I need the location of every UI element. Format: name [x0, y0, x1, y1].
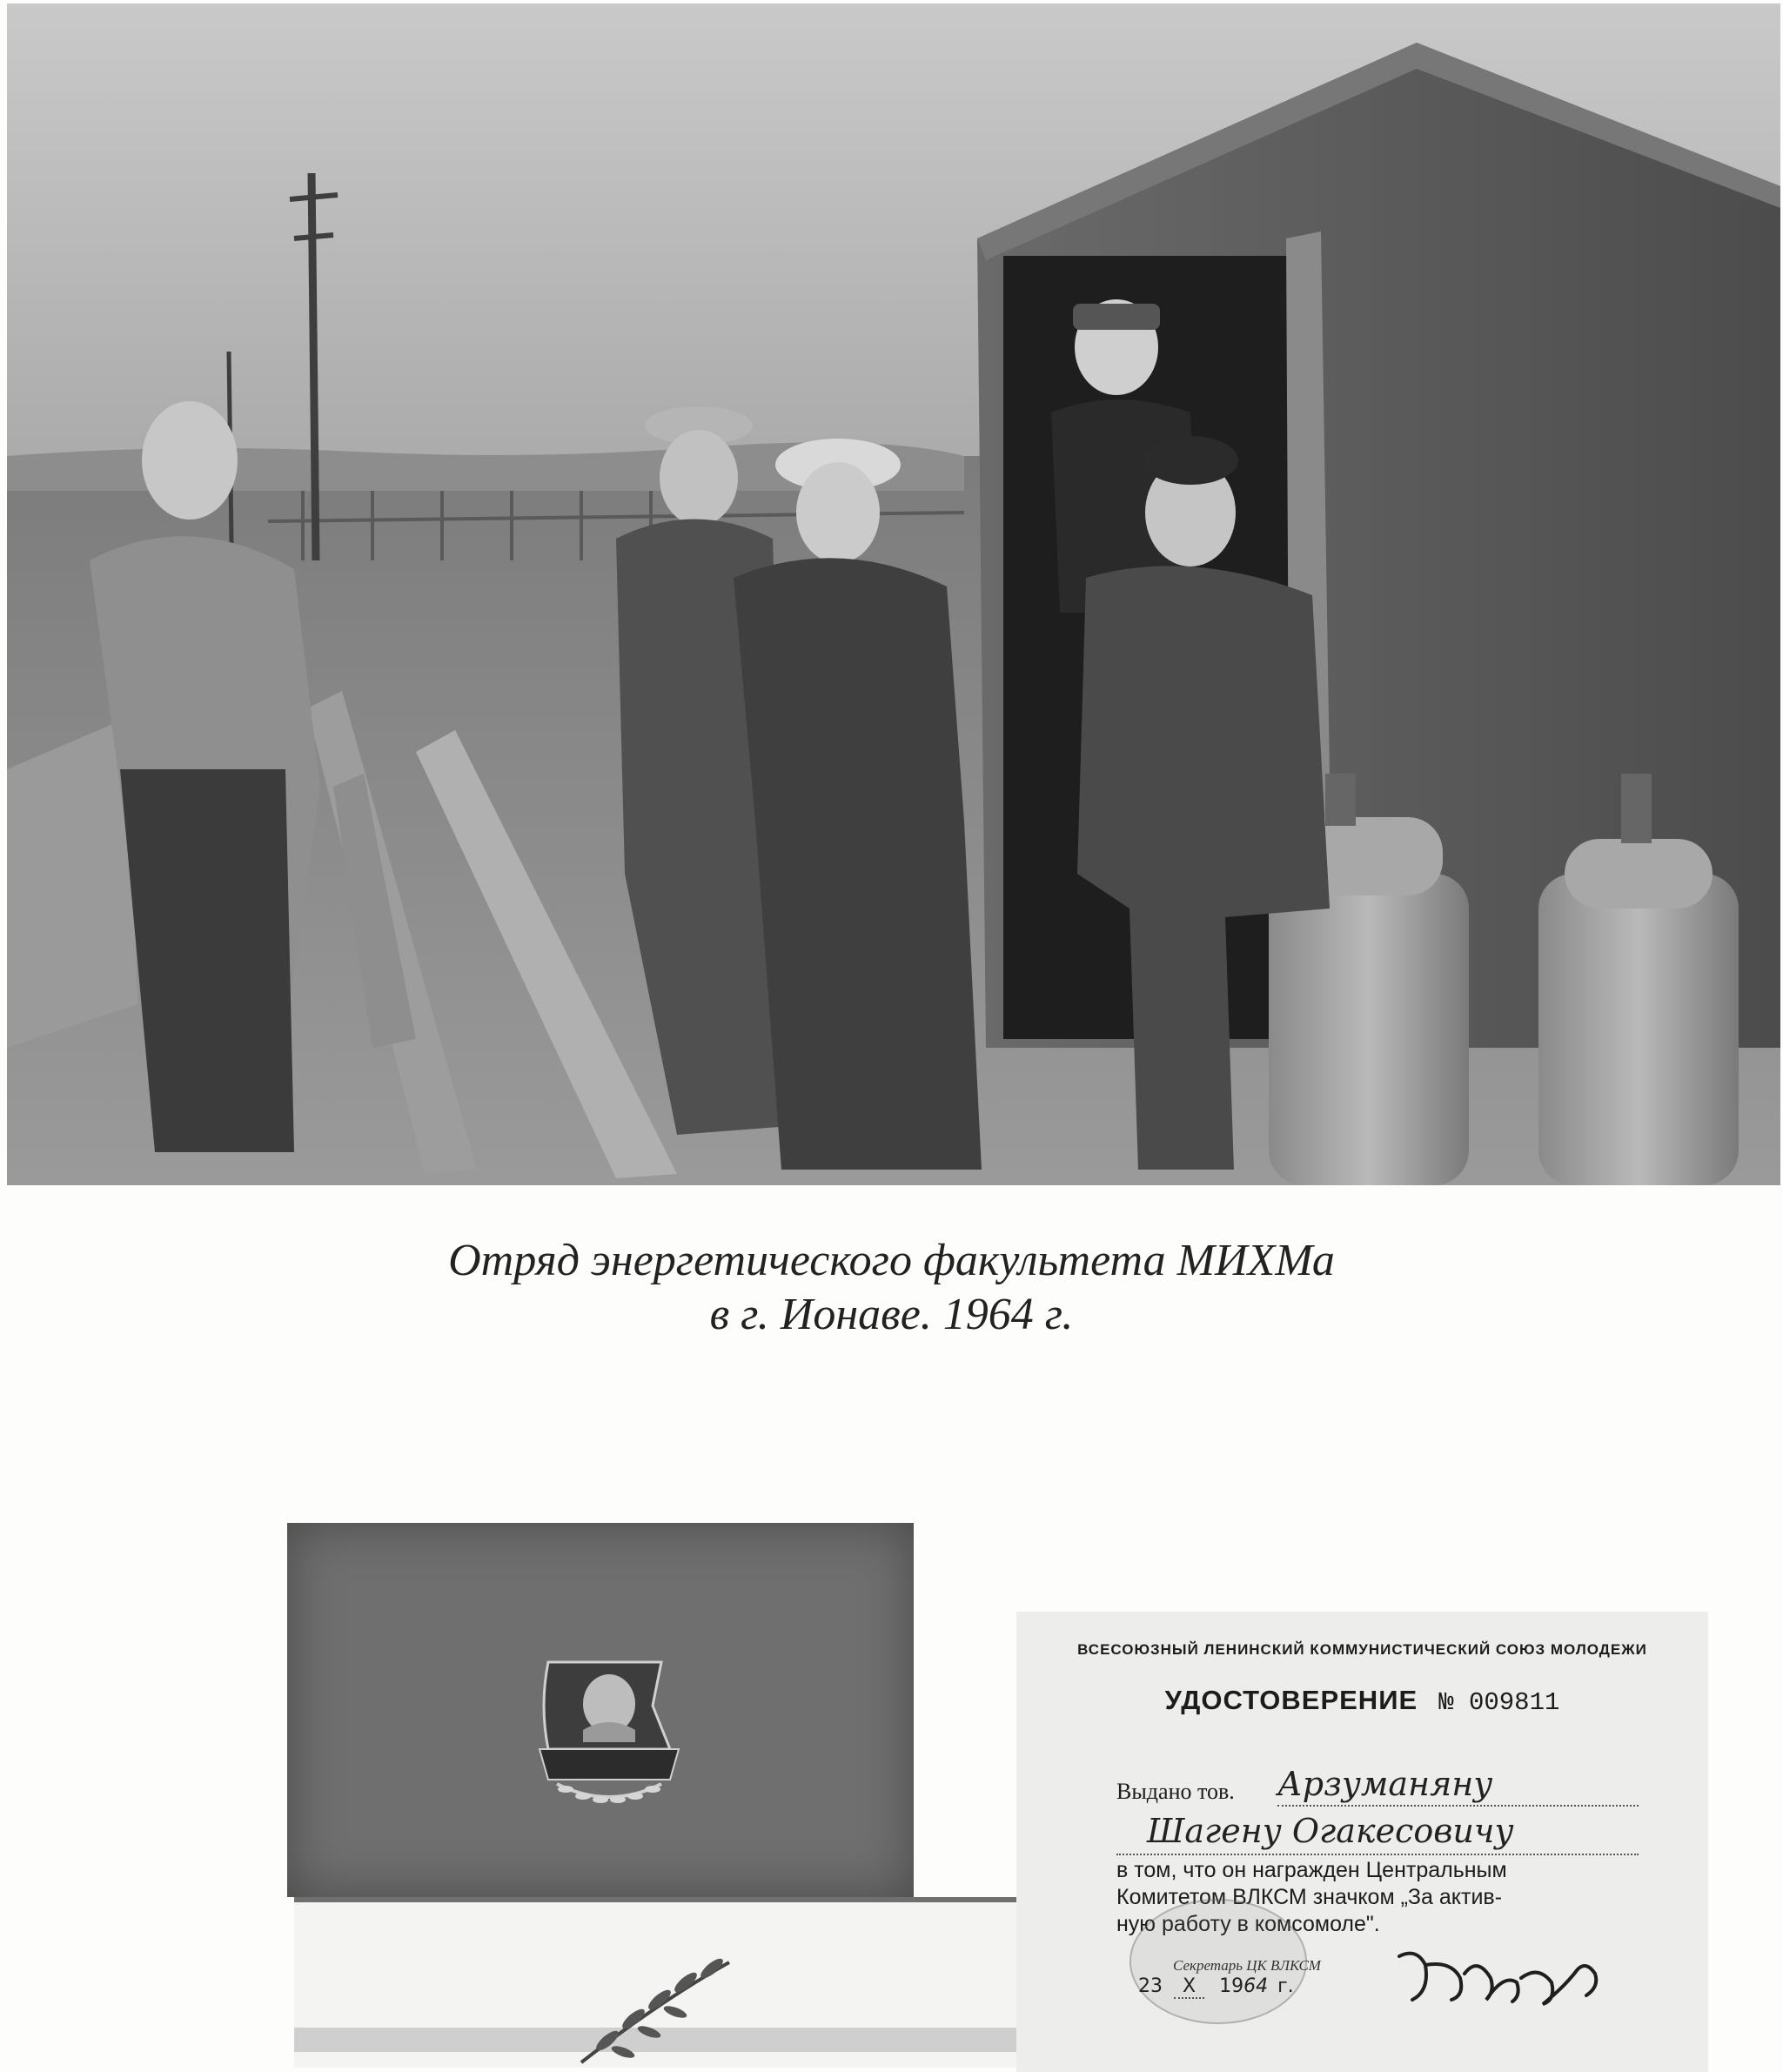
secretary-label: Секретарь ЦК ВЛКСМ	[1173, 1957, 1321, 1974]
date-day: 23	[1138, 1975, 1163, 1997]
recipient-surname: Арзуманяну	[1277, 1765, 1493, 1803]
issue-date	[1138, 1975, 1294, 1997]
caption-line-1: Отряд энергетического факультета МИХМа	[448, 1236, 1335, 1285]
komsomol-badge	[287, 1523, 914, 1897]
photo-caption	[0, 1234, 1783, 1342]
photo-scene	[7, 3, 1780, 1185]
body-line-3: ную работу в комсомоле".	[1116, 1912, 1380, 1936]
caption-line-2: в г. Ионаве. 1964 г.	[709, 1290, 1074, 1339]
recipient-name: Шагену Огакесовичу	[1147, 1812, 1514, 1850]
date-year-prefix: 19	[1219, 1975, 1244, 1997]
date-year-suffix: 64	[1243, 1975, 1269, 1997]
issued-line	[1277, 1805, 1639, 1807]
recipient-line	[1116, 1854, 1639, 1855]
group-photo	[7, 3, 1780, 1185]
certificate-title: УДОСТОВЕРЕНИЕ	[1164, 1685, 1418, 1715]
certificate-cover	[287, 1523, 914, 1897]
certificate-cover-bottom	[294, 1897, 1016, 2068]
body-line-1: в том, что он награжден Центральным	[1116, 1858, 1507, 1882]
certificate-number: № 009811	[1438, 1688, 1560, 1717]
certificate-page	[1016, 1612, 1708, 2072]
laurel-branch-icon	[294, 1897, 1016, 2068]
date-month: X	[1174, 1975, 1204, 1999]
certificate-heading	[1016, 1685, 1708, 1717]
organization-name: ВСЕСОЮЗНЫЙ ЛЕНИНСКИЙ КОММУНИСТИЧЕСКИЙ СОЮЗ МОЛОДЕЖИ	[1077, 1641, 1647, 1658]
secretary-signature	[1391, 1939, 1617, 2017]
body-line-2: Комитетом ВЛКСМ значком „За актив-	[1116, 1885, 1503, 1909]
date-suffix: г.	[1277, 1975, 1294, 1997]
issued-label: Выдано тов.	[1116, 1779, 1235, 1804]
